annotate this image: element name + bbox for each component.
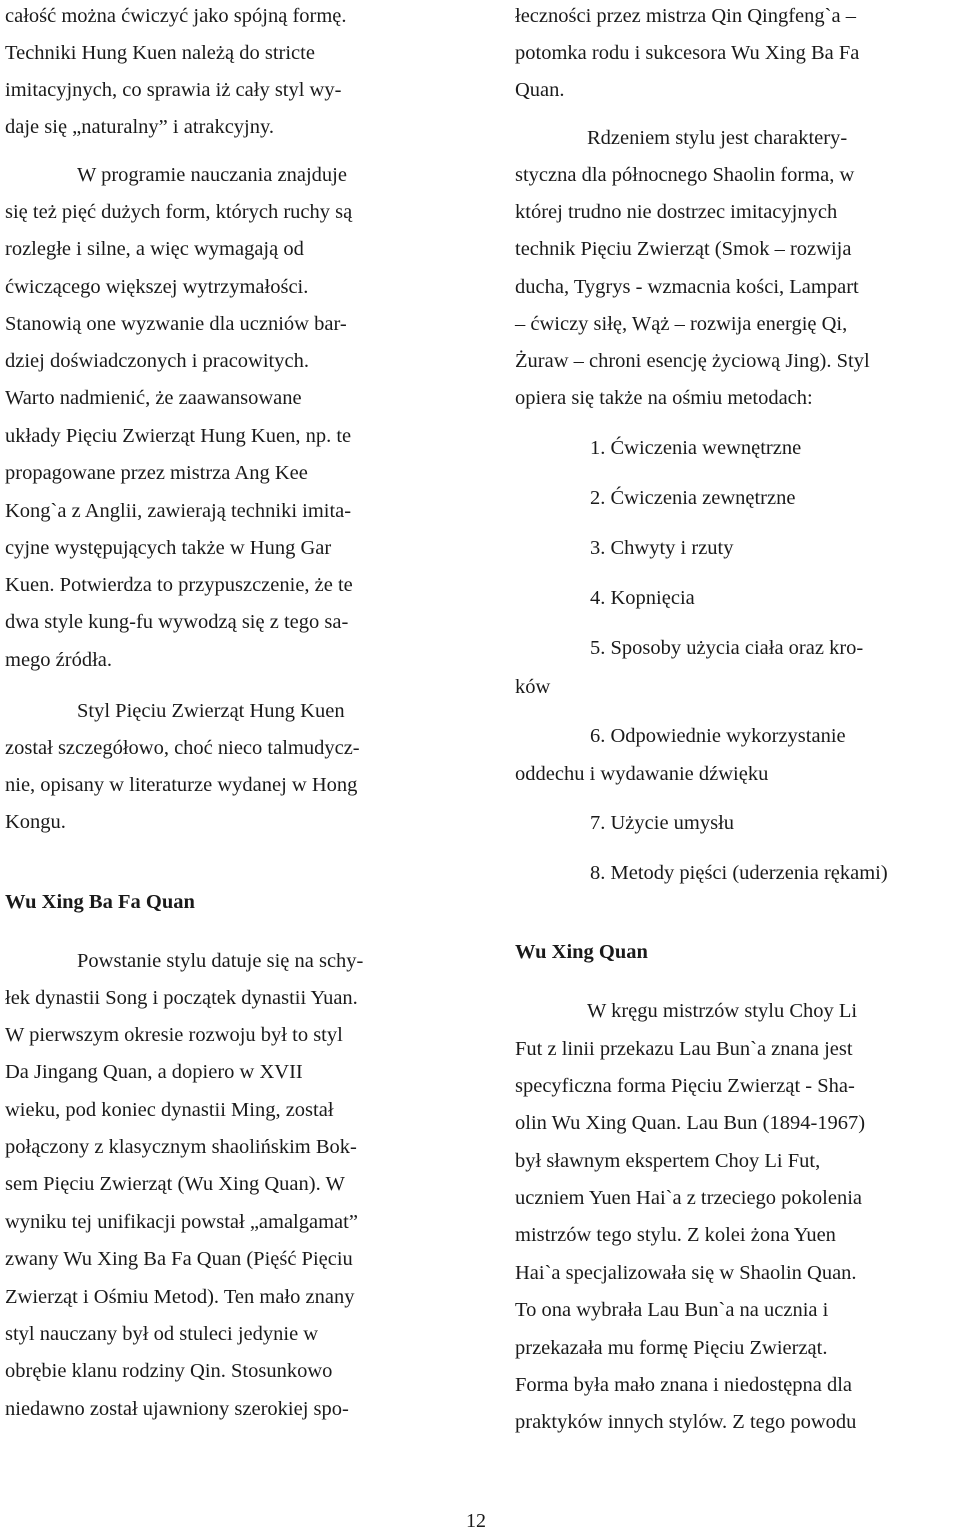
text-line: Warto nadmienić, że zaawansowane <box>5 387 302 409</box>
text-line: został szczegółowo, choć nieco talmudycz- <box>5 737 360 759</box>
text-line: połączony z klasycznym shaolińskim Bok- <box>5 1136 357 1158</box>
list-item: 5. Sposoby użycia ciała oraz kro- <box>590 637 864 659</box>
list-item: 3. Chwyty i rzuty <box>590 537 734 559</box>
text-line: Kongu. <box>5 811 66 833</box>
text-line: niedawno został ujawniony szerokiej spo- <box>5 1398 349 1420</box>
text-line: mistrzów tego stylu. Z kolei żona Yuen <box>515 1224 836 1246</box>
text-line: zwany Wu Xing Ba Fa Quan (Pięść Pięciu <box>5 1248 353 1270</box>
text-line: Da Jingang Quan, a dopiero w XVII <box>5 1061 303 1083</box>
text-line: był sławnym ekspertem Choy Li Fut, <box>515 1150 821 1172</box>
text-line: W pierwszym okresie rozwoju był to styl <box>5 1024 343 1046</box>
text-line: ducha, Tygrys - wzmacnia kości, Lampart <box>515 276 859 298</box>
text-line: daje się „naturalny” i atrakcyjny. <box>5 116 275 138</box>
text-line: obrębie klanu rodziny Qin. Stosunkowo <box>5 1360 333 1382</box>
text-line: której trudno nie dostrzec imitacyjnych <box>515 201 838 223</box>
text-line: olin Wu Xing Quan. Lau Bun (1894-1967) <box>515 1112 866 1134</box>
text-line: W programie nauczania znajduje <box>77 164 347 186</box>
text-line: ćwiczącego większej wytrzymałości. <box>5 276 309 298</box>
list-item-continuation: ków <box>515 676 551 698</box>
text-line: potomka rodu i sukcesora Wu Xing Ba Fa <box>515 42 860 64</box>
text-line: Quan. <box>515 79 565 101</box>
text-line: Styl Pięciu Zwierząt Hung Kuen <box>77 700 345 722</box>
text-line: propagowane przez mistrza Ang Kee <box>5 462 308 484</box>
text-line: Stanowią one wyzwanie dla uczniów bar- <box>5 313 347 335</box>
text-line: układy Pięciu Zwierząt Hung Kuen, np. te <box>5 425 352 447</box>
text-line: wyniku tej unifikacji powstał „amalgamat” <box>5 1211 358 1233</box>
text-line: – ćwiczy siłę, Wąż – rozwija energię Qi, <box>515 313 848 335</box>
text-line: Powstanie stylu datuje się na schy- <box>77 950 364 972</box>
text-line: rozległe i silne, a więc wymagają od <box>5 238 304 260</box>
text-line: styczna dla północnego Shaolin forma, w <box>515 164 855 186</box>
list-item: 4. Kopnięcia <box>590 587 695 609</box>
text-line: styl nauczany był od stuleci jedynie w <box>5 1323 319 1345</box>
text-line: przekazała mu formę Pięciu Zwierząt. <box>515 1337 828 1359</box>
text-line: Forma była mało znana i niedostępna dla <box>515 1374 853 1396</box>
text-line: wieku, pod koniec dynastii Ming, został <box>5 1099 334 1121</box>
text-line: nie, opisany w literaturze wydanej w Hong <box>5 774 358 796</box>
text-line: Hai`a specjalizowała się w Shaolin Quan. <box>515 1262 857 1284</box>
text-line: technik Pięciu Zwierząt (Smok – rozwija <box>515 238 852 260</box>
text-line: sem Pięciu Zwierząt (Wu Xing Quan). W <box>5 1173 345 1195</box>
text-line: cyjne występujących także w Hung Gar <box>5 537 332 559</box>
section-heading: Wu Xing Quan <box>515 941 648 963</box>
text-line: specyficzna forma Pięciu Zwierząt - Sha- <box>515 1075 855 1097</box>
list-item: 2. Ćwiczenia zewnętrzne <box>590 487 796 509</box>
text-line: Kuen. Potwierdza to przypuszczenie, że te <box>5 574 353 596</box>
section-heading: Wu Xing Ba Fa Quan <box>5 891 195 913</box>
text-line: Techniki Hung Kuen należą do stricte <box>5 42 315 64</box>
text-line: uczniem Yuen Hai`a z trzeciego pokolenia <box>515 1187 863 1209</box>
text-line: Kong`a z Anglii, zawierają techniki imita- <box>5 500 352 522</box>
text-line: łeczności przez mistrza Qin Qingfeng`a – <box>515 5 856 27</box>
list-item: 8. Metody pięści (uderzenia rękami) <box>590 862 888 884</box>
text-line: Żuraw – chroni esencję życiową Jing). Styl <box>515 350 870 372</box>
text-line: dwa style kung-fu wywodzą się z tego sa- <box>5 611 349 633</box>
text-line: Rdzeniem stylu jest charaktery- <box>587 127 848 149</box>
page-number: 12 <box>466 1510 486 1532</box>
text-line: imitacyjnych, co sprawia iż cały styl wy- <box>5 79 342 101</box>
list-item-continuation: oddechu i wydawanie dźwięku <box>515 763 769 785</box>
text-line: W kręgu mistrzów stylu Choy Li <box>587 1000 858 1022</box>
text-line: Zwierząt i Ośmiu Metod). Ten mało znany <box>5 1286 355 1308</box>
list-item: 1. Ćwiczenia wewnętrzne <box>590 437 802 459</box>
text-line: się też pięć dużych form, których ruchy są <box>5 201 353 223</box>
text-line: praktyków innych stylów. Z tego powodu <box>515 1411 857 1433</box>
text-line: Fut z linii przekazu Lau Bun`a znana jest <box>515 1038 853 1060</box>
text-line: łek dynastii Song i początek dynastii Yuan. <box>5 987 358 1009</box>
text-line: dziej doświadczonych i pracowitych. <box>5 350 309 372</box>
list-item: 6. Odpowiednie wykorzystanie <box>590 725 846 747</box>
text-line: To ona wybrała Lau Bun`a na ucznia i <box>515 1299 829 1321</box>
text-line: mego źródła. <box>5 649 113 671</box>
list-item: 7. Użycie umysłu <box>590 812 735 834</box>
text-line: opiera się także na ośmiu metodach: <box>515 387 813 409</box>
text-line: całość można ćwiczyć jako spójną formę. <box>5 5 347 27</box>
